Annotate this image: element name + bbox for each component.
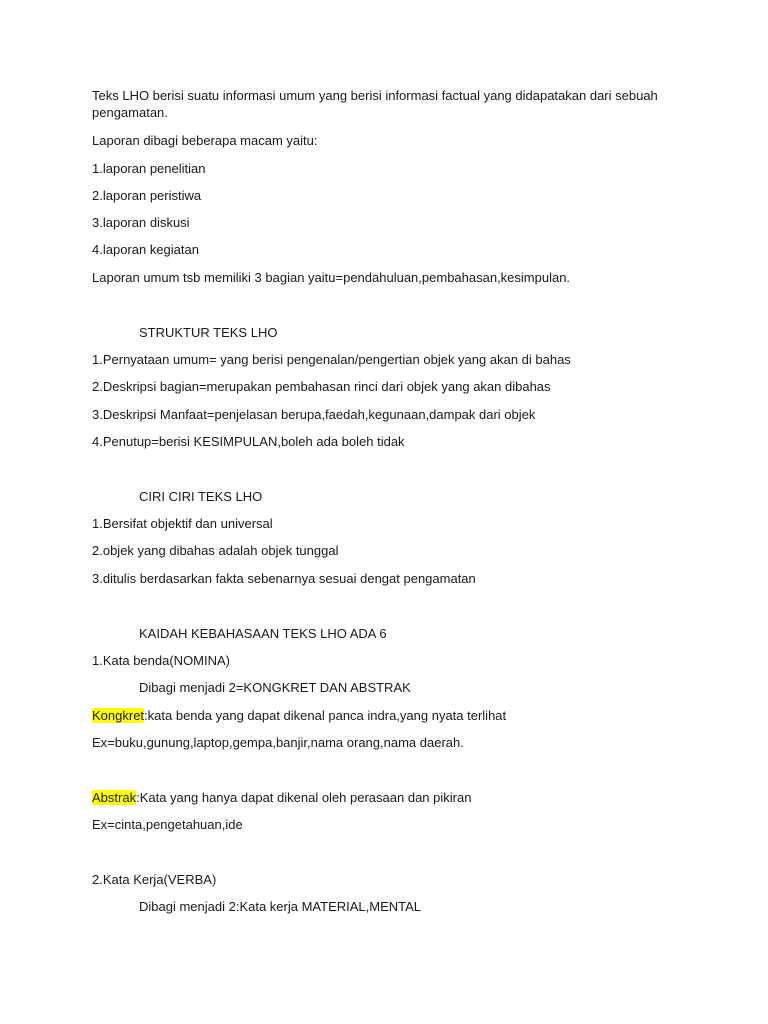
- abstrak-definition: [92, 789, 471, 806]
- kongkret-def-text: :kata benda yang dapat dikenal panca indra,yang nyata terlihat: [144, 708, 507, 723]
- ciri-item: 3.ditulis berdasarkan fakta sebenarnya sesuai dengat pengamatan: [92, 571, 476, 586]
- laporan-intro: Laporan dibagi beberapa macam yaitu:: [92, 133, 318, 148]
- nomina-split: Dibagi menjadi 2=KONGKRET DAN ABSTRAK: [139, 680, 411, 695]
- nomina-title: 1.Kata benda(NOMINA): [92, 653, 231, 668]
- verba-split: Dibagi menjadi 2:Kata kerja MATERIAL,MENTAL: [139, 899, 422, 914]
- abstrak-def-text: :Kata yang hanya dapat dikenal oleh perasaan dan pikiran: [136, 790, 472, 805]
- laporan-type-item: 1.laporan penelitian: [92, 161, 206, 176]
- laporan-type-item: 3.laporan diskusi: [92, 215, 190, 230]
- kaidah-heading: KAIDAH KEBAHASAAN TEKS LHO ADA 6: [139, 626, 387, 641]
- abstrak-example: Ex=cinta,pengetahuan,ide: [92, 817, 243, 832]
- kongkret-definition: [92, 707, 506, 724]
- ciri-heading: CIRI CIRI TEKS LHO: [139, 489, 263, 504]
- ciri-item: 2.objek yang dibahas adalah objek tunggal: [92, 543, 339, 558]
- verba-title: 2.Kata Kerja(VERBA): [92, 872, 217, 887]
- kongkret-term-highlight: Kongkret: [92, 708, 145, 723]
- struktur-item: 3.Deskripsi Manfaat=penjelasan berupa,faedah,kegunaan,dampak dari objek: [92, 407, 536, 422]
- laporan-type-item: 2.laporan peristiwa: [92, 188, 202, 203]
- struktur-item: 2.Deskripsi bagian=merupakan pembahasan rinci dari objek yang akan dibahas: [92, 379, 551, 394]
- ciri-item: 1.Bersifat objektif dan universal: [92, 516, 273, 531]
- laporan-type-item: 4.laporan kegiatan: [92, 242, 199, 257]
- abstrak-term-highlight: Abstrak: [92, 790, 137, 805]
- intro-paragraph: Teks LHO berisi suatu informasi umum yang berisi informasi factual yang didapatakan dari sebuah pengamatan.: [92, 88, 658, 120]
- struktur-item: 1.Pernyataan umum= yang berisi pengenalan/pengertian objek yang akan di bahas: [92, 352, 571, 367]
- struktur-item: 4.Penutup=berisi KESIMPULAN,boleh ada boleh tidak: [92, 434, 405, 449]
- laporan-bagian: Laporan umum tsb memiliki 3 bagian yaitu=pendahuluan,pembahasan,kesimpulan.: [92, 270, 571, 285]
- kongkret-example: Ex=buku,gunung,laptop,gempa,banjir,nama orang,nama daerah.: [92, 735, 464, 750]
- struktur-heading: STRUKTUR TEKS LHO: [139, 325, 278, 340]
